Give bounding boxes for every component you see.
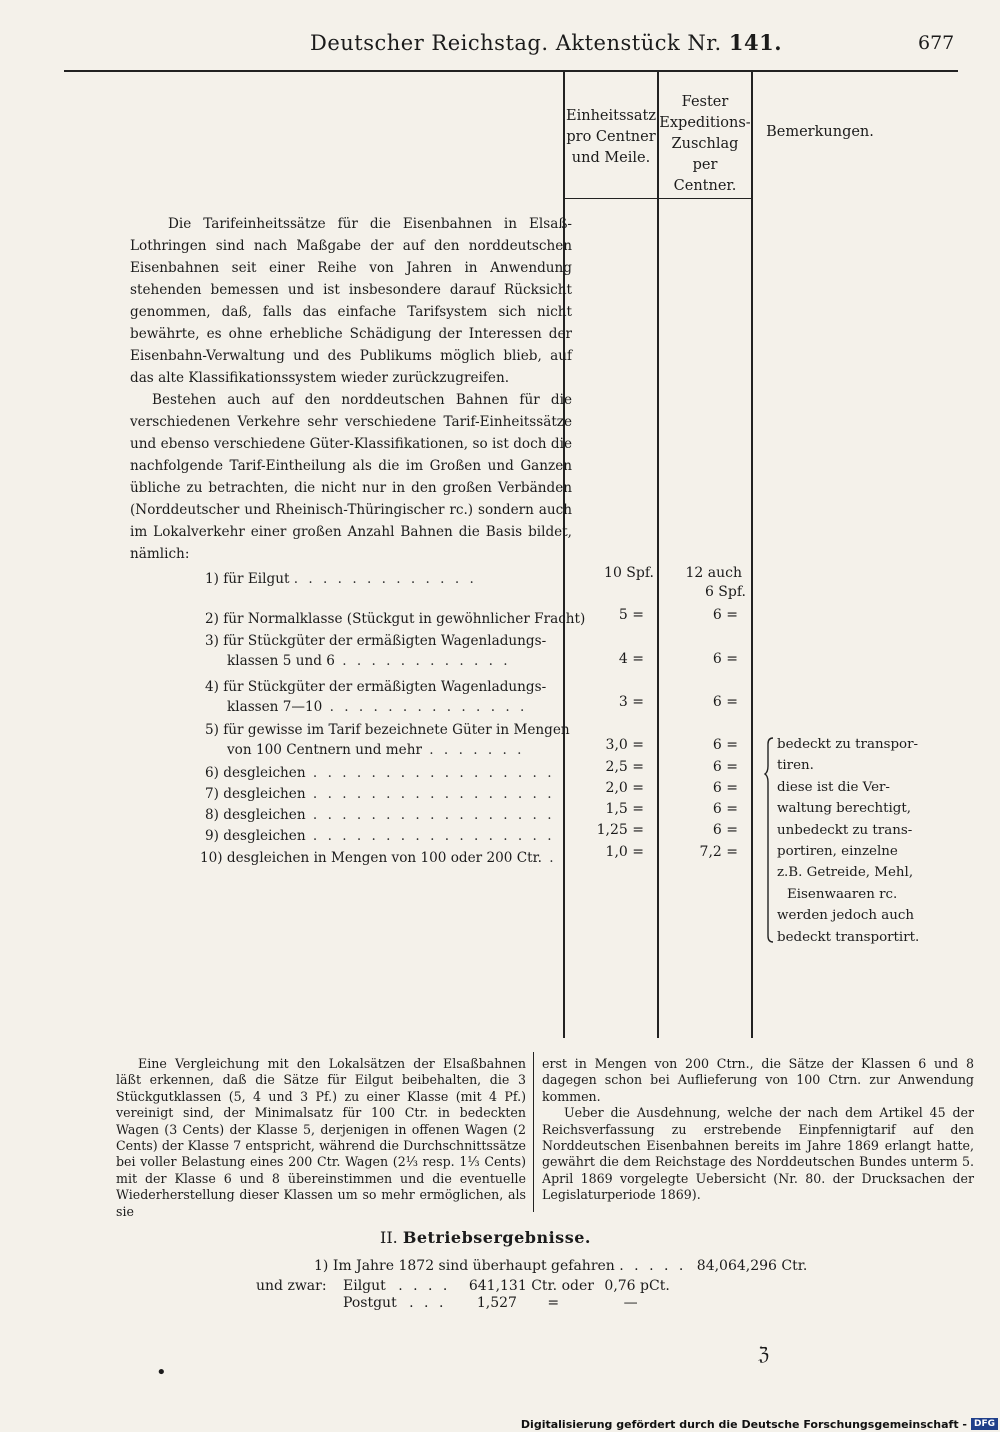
- tariff-label: 1) für Eilgut: [205, 571, 290, 587]
- tariff-fee: 6 =: [712, 737, 738, 753]
- column-header-line: Expeditions-: [659, 115, 751, 131]
- tariff-fee: 6 =: [712, 651, 738, 667]
- lower-right-column: [542, 1056, 974, 1204]
- leader-dots: . . . . . . . . . . . . . . . . .: [305, 807, 555, 823]
- tariff-row: [205, 609, 585, 629]
- tariff-row: [205, 784, 555, 804]
- table-head-rule: [563, 198, 753, 199]
- tariff-label: 9) desgleichen: [205, 828, 306, 844]
- tariff-fee: 6 =: [712, 607, 738, 623]
- result-label: Eilgut: [343, 1278, 386, 1294]
- leader-dots: .: [541, 850, 557, 866]
- result-percent: 0,76 pCt.: [604, 1278, 670, 1294]
- column-header-line: pro Centner: [566, 129, 656, 145]
- tariff-label-cont: klassen 7—10: [227, 699, 323, 715]
- leader-dots: . . . . . . . . . . . . . .: [322, 699, 528, 715]
- tariff-label-cont: von 100 Centnern und mehr: [227, 742, 422, 758]
- result-line-eilgut: [343, 1278, 670, 1294]
- remark-line: unbedeckt zu trans-: [777, 822, 913, 838]
- remark-line: Eisenwaaren rc.: [787, 886, 898, 902]
- tariff-unit-rate: 4 =: [618, 651, 644, 667]
- result-unit: =: [547, 1295, 560, 1311]
- tariff-unit-rate: 2,0 =: [605, 780, 644, 796]
- tariff-label: 2) für Normalklasse (Stückgut in gewöhnlicher Fracht): [205, 611, 586, 627]
- table-divider-2: [657, 72, 659, 1038]
- intro-text: [130, 213, 572, 565]
- leader-dots: . . . . . . .: [421, 742, 525, 758]
- paragraph: Eine Vergleichung mit den Lokalsätzen der Elsaßbahnen läßt erkennen, daß die Sätze für Eilgut beibehalten, die 3 Stückgutklassen (5, 4 und 3 Pf.) zu einer Klasse (mit 4 Pf.) vereinigt sind, der Minimalsatz für 100 Ctr. in bedeckten Wagen (3 Cents) der Klasse 5, derjenigen in offenen Wagen (2 Cents) der Klasse 7 entspricht, während die Durchschnittssätze bei voller Belastung eines 200 Ctr. Wagen (2⅓ resp. 1⅓ Cents) mit der Klasse 6 und 8 übereinstimmen und die eventuelle Wiederherstellung dieser Klassen um so mehr ermöglichen, als sie: [116, 1056, 526, 1219]
- paragraph: Ueber die Ausdehnung, welche der nach dem Artikel 45 der Reichsverfassung zu erstrebende Einpfennigtarif auf den Norddeutschen Eisenbahnen bereits im Jahre 1869 erlangt hatte, gewährt die dem Reichstage des Norddeutschen Bundes unterm 5. April 1869 vorgelegte Uebersicht (Nr. 80. der Drucksachen der Legislaturperiode 1869).: [542, 1105, 974, 1203]
- tariff-label-cont: klassen 5 und 6: [227, 653, 335, 669]
- result-line-postgut: [343, 1295, 638, 1311]
- tariff-label: 4) für Stückgüter der ermäßigten Wagenladungs-: [205, 679, 547, 695]
- remark-line: werden jedoch auch: [777, 908, 914, 924]
- column-header-line: und Meile.: [571, 150, 651, 166]
- footer-text: Digitalisierung gefördert durch die Deutsche Forschungsgemeinschaft -: [520, 1417, 967, 1431]
- section-title: Betriebsergebnisse.: [402, 1228, 591, 1247]
- remark-line: bedeckt zu transpor-: [777, 737, 919, 752]
- table-divider-3: [751, 72, 753, 1038]
- tariff-row: [205, 763, 555, 783]
- paragraph: erst in Mengen von 200 Ctrn., die Sätze der Klassen 6 und 8 dagegen schon bei Auflieferung von 100 Ctrn. zur Anwendung kommen.: [542, 1056, 974, 1104]
- header-title: Deutscher Reichstag. Aktenstück Nr.: [310, 31, 722, 55]
- tariff-fee: 6 =: [712, 780, 738, 796]
- tariff-row: [205, 569, 477, 589]
- dfg-logo: DFG: [971, 1418, 998, 1430]
- remark-line: tiren.: [777, 758, 814, 774]
- result-value: 84,064,296 Ctr.: [696, 1258, 808, 1274]
- result-line-total: [314, 1258, 807, 1274]
- column-header-line: Fester: [681, 94, 729, 110]
- tariff-unit-rate: 1,25 =: [596, 822, 644, 838]
- tariff-fee: 12 auch: [685, 565, 742, 581]
- tariff-unit-rate: 3,0 =: [605, 737, 644, 753]
- result-prefix: und zwar:: [256, 1278, 327, 1294]
- tariff-fee: 7,2 =: [699, 844, 738, 860]
- section-number: II.: [380, 1228, 398, 1247]
- bullet-mark-icon: •: [156, 1362, 167, 1383]
- digitization-footer: [521, 1416, 1000, 1432]
- tariff-row: [205, 805, 555, 825]
- running-header: [310, 30, 782, 55]
- tariff-label: 3) für Stückgüter der ermäßigten Wagenladungs-: [205, 633, 547, 649]
- column-header-unit-rate: [566, 106, 656, 169]
- tariff-fee: 6 =: [712, 759, 738, 775]
- remarks-column: [777, 734, 920, 948]
- remark-line: portiren, einzelne: [777, 844, 898, 860]
- tariff-fee-alt: 6 Spf.: [704, 584, 746, 600]
- lower-left-column: [116, 1056, 526, 1220]
- tariff-unit-rate: 1,5 =: [605, 801, 644, 817]
- remark-line: z.B. Getreide, Mehl,: [777, 865, 914, 881]
- result-label: Postgut: [343, 1295, 397, 1311]
- tariff-row: [205, 677, 546, 717]
- column-header-fixed-fee: [659, 92, 751, 197]
- leader-dots: . . . . . . . . . . . . . . . . .: [305, 765, 555, 781]
- column-header-remarks: Bemerkungen.: [766, 124, 874, 140]
- tariff-unit-rate: 10 Spf.: [604, 565, 654, 581]
- column-divider: [533, 1052, 534, 1212]
- tariff-row: [205, 720, 570, 760]
- column-header-line: per Centner.: [673, 157, 737, 194]
- tariff-fee: 6 =: [712, 822, 738, 838]
- tariff-label: 8) desgleichen: [205, 807, 306, 823]
- leader-dots: . . . . .: [619, 1258, 687, 1274]
- tariff-fee: 6 =: [712, 801, 738, 817]
- tariff-unit-rate: 1,0 =: [605, 844, 644, 860]
- result-value: 641,131 Ctr. oder: [468, 1278, 594, 1294]
- remark-line: diese ist die Ver-: [777, 779, 890, 795]
- leader-dots: . . . .: [398, 1278, 451, 1294]
- tariff-unit-rate: 3 =: [618, 694, 644, 710]
- page-number: 677: [918, 32, 955, 54]
- tariff-row: [205, 826, 555, 846]
- tariff-unit-rate: 5 =: [618, 607, 644, 623]
- column-header-line: Zuschlag: [671, 136, 739, 152]
- leader-dots: . . . . . . . . . . . . . . . . .: [305, 828, 555, 844]
- tariff-label: 6) desgleichen: [205, 765, 306, 781]
- leader-dots: . . . . . . . . . . . .: [334, 653, 511, 669]
- result-label: 1) Im Jahre 1872 sind überhaupt gefahren: [314, 1258, 615, 1274]
- handwritten-mark-icon: ℨ: [758, 1344, 770, 1365]
- remark-brace: [764, 736, 776, 946]
- result-value: 1,527: [476, 1295, 517, 1311]
- tariff-label: 5) für gewisse im Tarif bezeichnete Güter in Mengen: [205, 722, 570, 738]
- section-heading: [380, 1228, 591, 1247]
- column-header-line: Einheitssatz: [566, 108, 656, 124]
- paragraph: Die Tarifeinheitssätze für die Eisenbahnen in Elsaß-Lothringen sind nach Maßgabe der auf den norddeutschen Eisenbahnen seit einer Reihe von Jahren in Anwendung stehenden bemessen und ist insbesondere darauf Rücksicht genommen, daß, falls das einfache Tarifsystem sich nicht bewährte, es ohne erhebliche Schädigung der Interessen der Eisenbahn-Verwaltung und des Publikums möglich blieb, auf das alte Klassifikationssystem wieder zurückzugreifen.: [130, 216, 572, 386]
- tariff-label: 10) desgleichen in Mengen von 100 oder 200 Ctr.: [200, 850, 542, 866]
- result-percent: —: [623, 1295, 638, 1311]
- remark-line: waltung berechtigt,: [777, 801, 912, 817]
- header-doc-number: 141.: [728, 30, 783, 55]
- tariff-row: [200, 848, 557, 868]
- remark-line: bedeckt transportirt.: [777, 929, 920, 945]
- leader-dots: . . . . . . . . . . . . . . . . .: [305, 786, 555, 802]
- leader-dots: . . .: [409, 1295, 447, 1311]
- header-rule: [64, 70, 958, 72]
- tariff-unit-rate: 2,5 =: [605, 759, 644, 775]
- tariff-fee: 6 =: [712, 694, 738, 710]
- leader-dots: . . . . . . . . . . . . .: [293, 571, 477, 587]
- tariff-label: 7) desgleichen: [205, 786, 306, 802]
- tariff-row: [205, 631, 546, 671]
- paragraph: Bestehen auch auf den norddeutschen Bahnen für die verschiedenen Verkehre sehr verschiedene Tarif-Einheitssätze und ebenso verschiedene Güter-Klassifikationen, so ist doch die nachfolgende Tarif-Eintheilung als die im Großen und Ganzen übliche zu betrachten, die nicht nur in den großen Verbänden (Norddeutscher und Rheinisch-Thüringischer rc.) sondern auch im Lokalverkehr einer großen Anzahl Bahnen die Basis bildet, nämlich:: [130, 392, 572, 562]
